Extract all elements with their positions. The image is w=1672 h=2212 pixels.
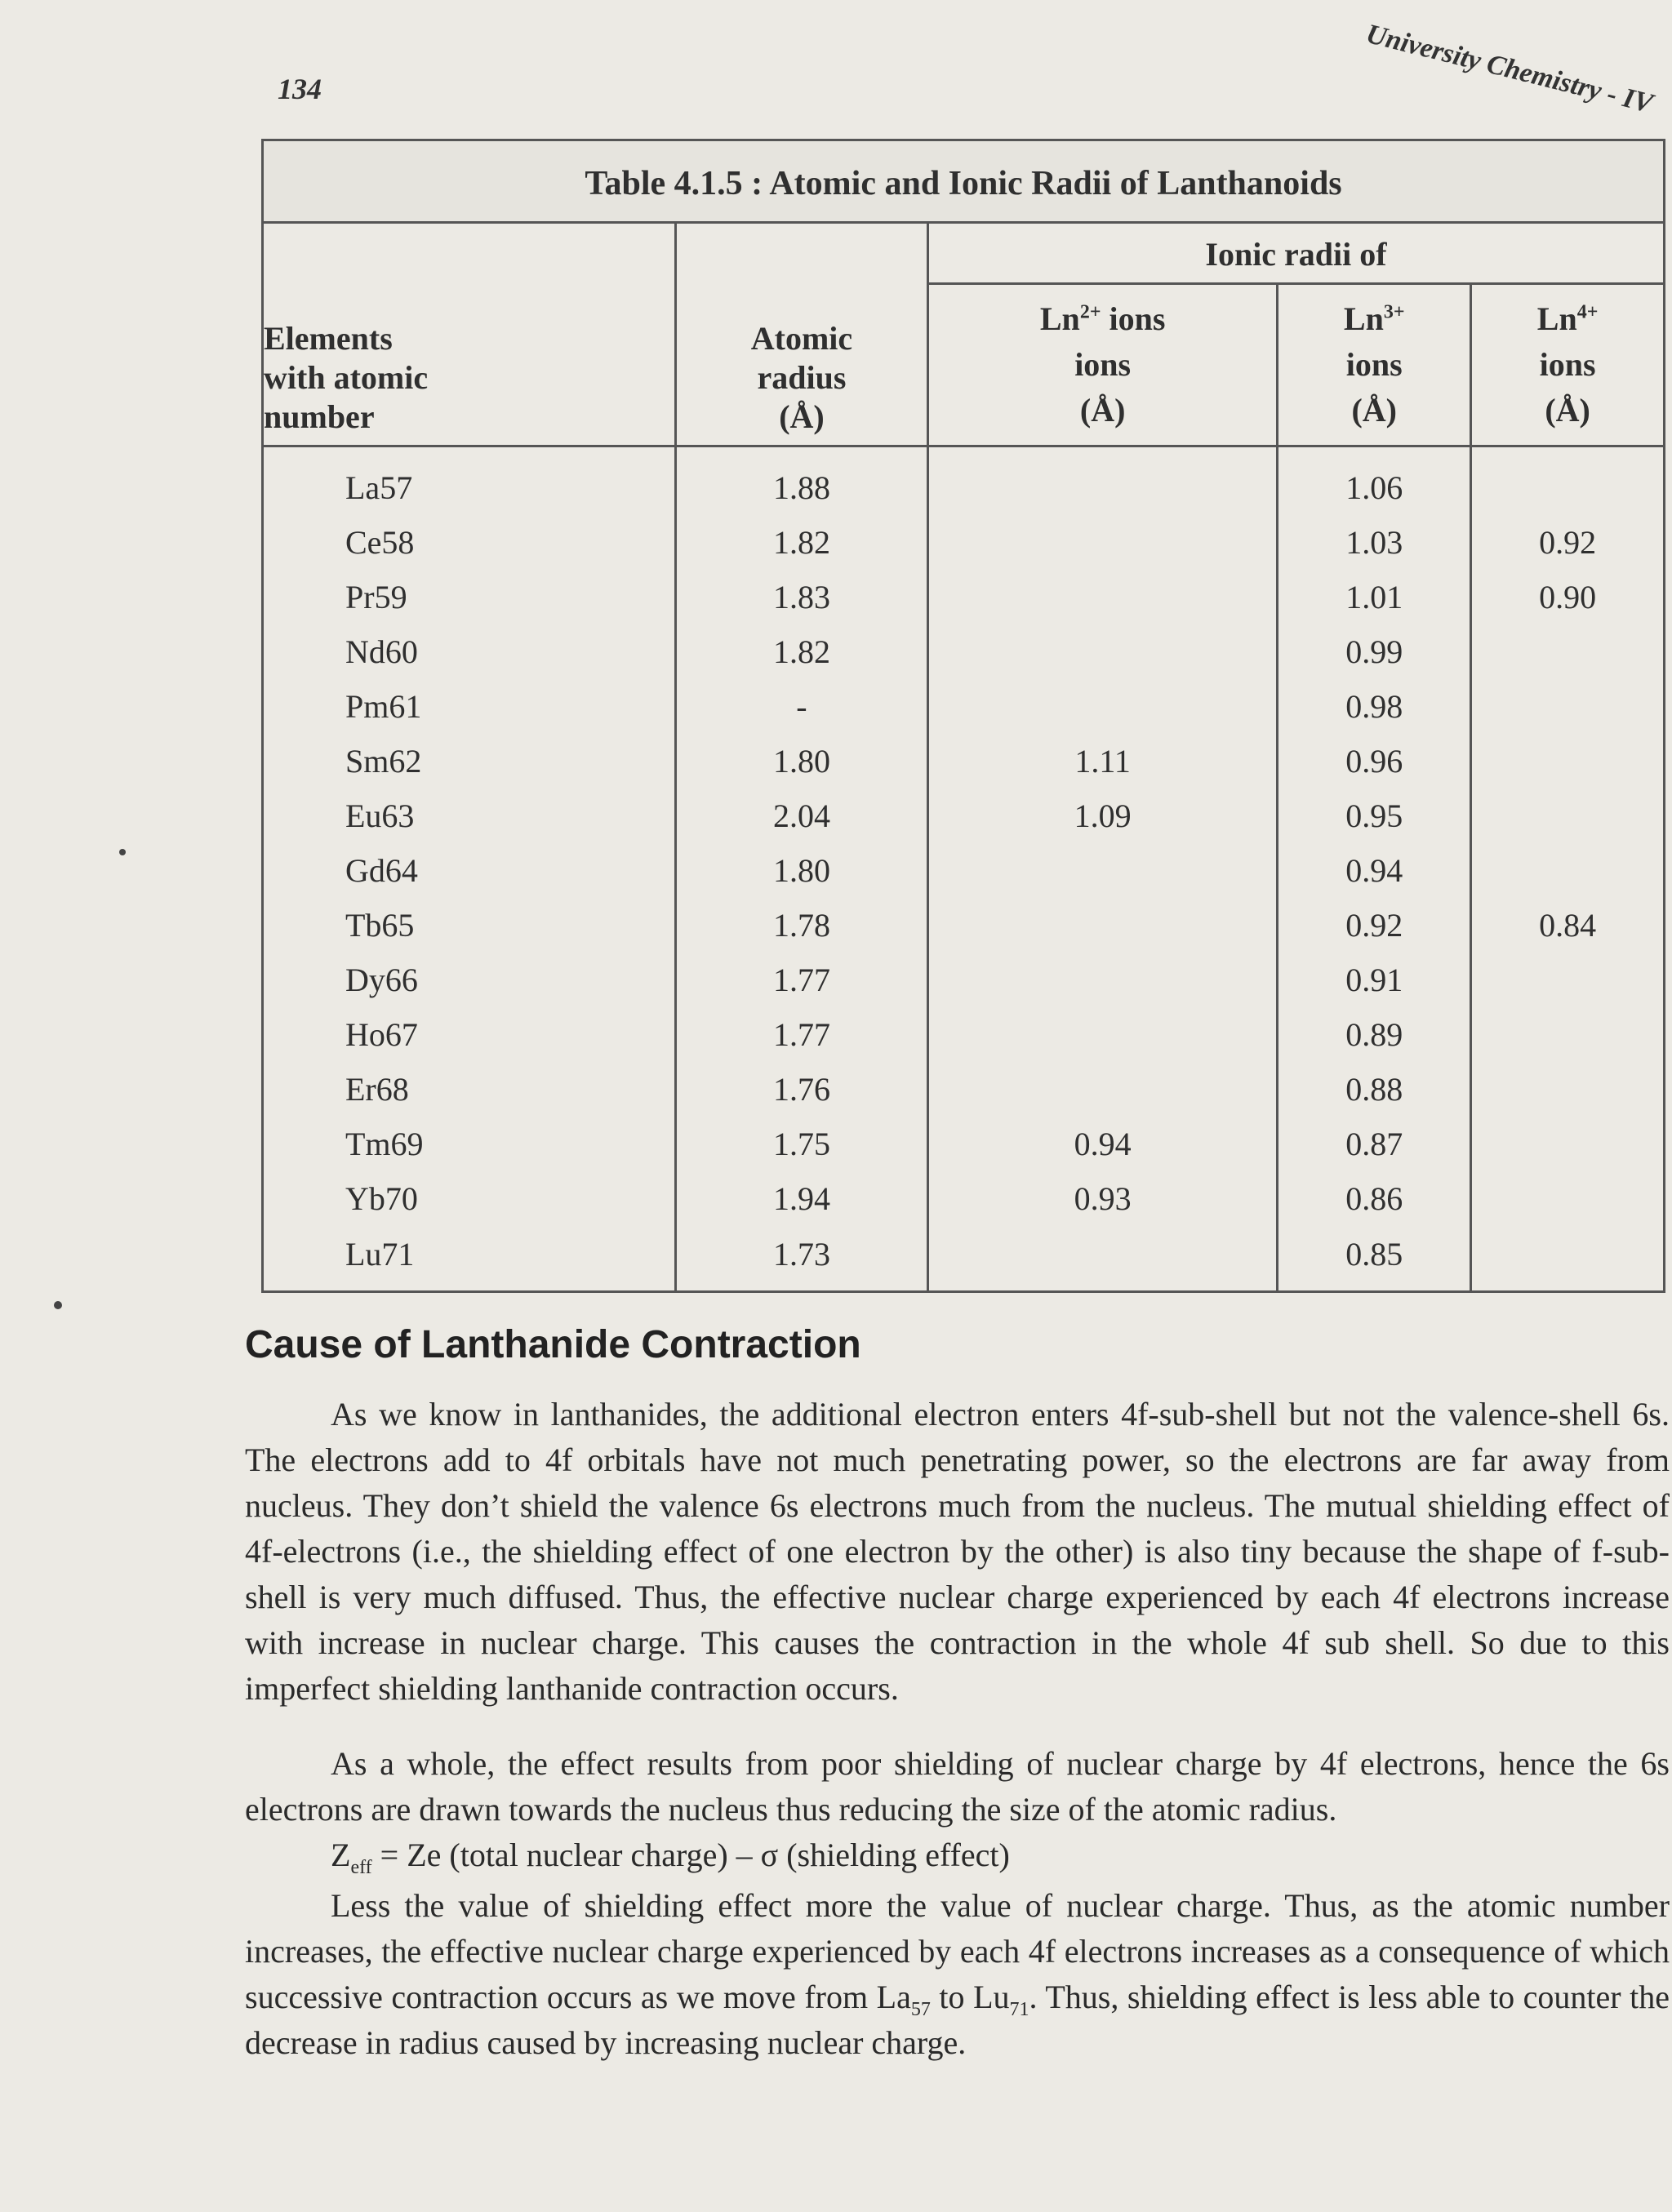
cell-element: Ce58 xyxy=(263,515,676,570)
cell-ln2-radius xyxy=(928,843,1278,898)
cell-ln2-radius xyxy=(928,1062,1278,1117)
cell-element: Ho67 xyxy=(263,1007,676,1062)
cell-ln2-radius xyxy=(928,953,1278,1007)
table-row xyxy=(263,679,1665,734)
cell-atomic-radius: 2.04 xyxy=(675,788,927,843)
cell-element: Pm61 xyxy=(263,679,676,734)
effective-charge-formula: $Z_{eff} = Ze$ (total nuclear charge) – σ (shielding effect) xyxy=(331,1837,1010,1878)
cell-ln4-radius xyxy=(1471,1171,1665,1226)
paragraph: As we know in lanthanides, the additional electron enters 4f-sub-shell but not the valence-shell 6s. The electrons add to 4f orbitals have not much penetrating power, so the electrons are far away from nucleus. They don’t shield the valence 6s electrons much from the nucleus. The mutual shielding effect of 4f-electrons (i.e., the shielding effect of one electron by the other) is also tiny because the shape of f-sub-shell is very much diffused. Thus, the effective nuclear charge experienced by each 4f electrons increase with increase in nuclear charge. This causes the contraction in the whole 4f sub shell. So due to this imperfect shielding lanthanide contraction occurs. xyxy=(245,1396,1670,1707)
table-row xyxy=(263,898,1665,953)
cell-element: Er68 xyxy=(263,1062,676,1117)
cell-atomic-radius: 1.73 xyxy=(675,1226,927,1291)
col-header-ln4: $Ln^{4+}$ ions (Å) xyxy=(1471,284,1665,446)
cell-ln4-radius xyxy=(1471,843,1665,898)
cell-ln2-radius xyxy=(928,1226,1278,1291)
cell-ln3-radius: 0.89 xyxy=(1278,1007,1471,1062)
cell-ln4-radius xyxy=(1471,1117,1665,1171)
cell-ln2-radius: 0.94 xyxy=(928,1117,1278,1171)
lanthanoid-radii-table xyxy=(261,139,1665,1293)
table-row xyxy=(263,843,1665,898)
cell-ln3-radius: 0.85 xyxy=(1278,1226,1471,1291)
cell-element: Nd60 xyxy=(263,624,676,679)
table-row xyxy=(263,1117,1665,1171)
cell-element: Eu63 xyxy=(263,788,676,843)
paragraph: Less the value of shielding effect more the value of nuclear charge. Thus, as the atomic number increases, the effective nuclear charge experienced by each 4f electrons increases as a consequence of which successive contraction occurs as we move from $La_{57}$ to $Lu_{71}$. Thus, shielding effect is less able to counter the decrease in radius caused by increasing nuclear charge. xyxy=(245,1887,1670,2061)
running-head: University Chemistry - IV xyxy=(1363,18,1656,119)
cell-atomic-radius: 1.82 xyxy=(675,624,927,679)
cell-atomic-radius: 1.83 xyxy=(675,570,927,624)
cell-ln4-radius: 0.84 xyxy=(1471,898,1665,953)
table-row xyxy=(263,788,1665,843)
cell-ln4-radius xyxy=(1471,1007,1665,1062)
cell-ln3-radius: 1.06 xyxy=(1278,446,1471,516)
cell-element: La57 xyxy=(263,446,676,516)
cell-ln2-radius xyxy=(928,515,1278,570)
section-heading: Cause of Lanthanide Contraction xyxy=(245,1323,861,1366)
table-row xyxy=(263,1226,1665,1291)
table-row xyxy=(263,1062,1665,1117)
cell-atomic-radius: 1.76 xyxy=(675,1062,927,1117)
cell-ln2-radius xyxy=(928,1007,1278,1062)
table-row xyxy=(263,624,1665,679)
cell-atomic-radius: 1.80 xyxy=(675,734,927,788)
cell-atomic-radius: 1.82 xyxy=(675,515,927,570)
cell-ln3-radius: 0.96 xyxy=(1278,734,1471,788)
cell-ln2-radius: 1.09 xyxy=(928,788,1278,843)
cell-ln4-radius xyxy=(1471,1062,1665,1117)
cell-ln3-radius: 0.86 xyxy=(1278,1171,1471,1226)
cell-atomic-radius: 1.80 xyxy=(675,843,927,898)
section-lanthanide-contraction xyxy=(245,1322,1670,2095)
cell-ln3-radius: 0.94 xyxy=(1278,843,1471,898)
table-body xyxy=(263,446,1665,1292)
table-row xyxy=(263,1171,1665,1226)
cell-ln4-radius xyxy=(1471,734,1665,788)
col-header-elements: Elements with atomic number xyxy=(263,223,676,446)
cell-atomic-radius: 1.94 xyxy=(675,1171,927,1226)
cell-ln4-radius xyxy=(1471,953,1665,1007)
cell-ln3-radius: 0.88 xyxy=(1278,1062,1471,1117)
cell-atomic-radius: 1.75 xyxy=(675,1117,927,1171)
cell-ln4-radius: 0.92 xyxy=(1471,515,1665,570)
cell-ln3-radius: 0.95 xyxy=(1278,788,1471,843)
page-number: 134 xyxy=(278,73,322,105)
cell-ln3-radius: 1.01 xyxy=(1278,570,1471,624)
cell-ln2-radius xyxy=(928,679,1278,734)
cell-ln2-radius xyxy=(928,570,1278,624)
margin-mark xyxy=(119,849,126,855)
cell-element: Tb65 xyxy=(263,898,676,953)
cell-ln2-radius xyxy=(928,898,1278,953)
cell-atomic-radius: 1.88 xyxy=(675,446,927,516)
cell-element: Tm69 xyxy=(263,1117,676,1171)
table-row xyxy=(263,515,1665,570)
col-header-atomic-radius: Atomic radius (Å) xyxy=(675,223,927,446)
cell-ln2-radius xyxy=(928,446,1278,516)
cell-element: Sm62 xyxy=(263,734,676,788)
cell-element: Lu71 xyxy=(263,1226,676,1291)
cell-element: Yb70 xyxy=(263,1171,676,1226)
cell-element: Gd64 xyxy=(263,843,676,898)
margin-mark xyxy=(54,1301,62,1309)
table-caption: Table 4.1.5 : Atomic and Ionic Radii of Lanthanoids xyxy=(261,139,1665,221)
cell-ln4-radius xyxy=(1471,446,1665,516)
cell-atomic-radius: - xyxy=(675,679,927,734)
cell-ln4-radius xyxy=(1471,788,1665,843)
lanthanoid-radii-table-wrap xyxy=(261,139,1665,1293)
cell-ln3-radius: 0.98 xyxy=(1278,679,1471,734)
table-row xyxy=(263,953,1665,1007)
table-row xyxy=(263,446,1665,516)
col-header-ln3: $Ln^{3+}$ ions (Å) xyxy=(1278,284,1471,446)
cell-element: Dy66 xyxy=(263,953,676,1007)
cell-atomic-radius: 1.78 xyxy=(675,898,927,953)
cell-atomic-radius: 1.77 xyxy=(675,1007,927,1062)
cell-ln4-radius: 0.90 xyxy=(1471,570,1665,624)
table-row xyxy=(263,570,1665,624)
cell-ln3-radius: 0.87 xyxy=(1278,1117,1471,1171)
table-row xyxy=(263,734,1665,788)
cell-ln2-radius: 0.93 xyxy=(928,1171,1278,1226)
cell-ln3-radius: 1.03 xyxy=(1278,515,1471,570)
cell-ln3-radius: 0.91 xyxy=(1278,953,1471,1007)
cell-ln4-radius xyxy=(1471,1226,1665,1291)
cell-element: Pr59 xyxy=(263,570,676,624)
table-row xyxy=(263,1007,1665,1062)
cell-ln2-radius xyxy=(928,624,1278,679)
cell-ln4-radius xyxy=(1471,679,1665,734)
cell-ln3-radius: 0.99 xyxy=(1278,624,1471,679)
col-header-ln2: $Ln^{2+}$ ions ions (Å) xyxy=(928,284,1278,446)
cell-ln4-radius xyxy=(1471,624,1665,679)
cell-ln3-radius: 0.92 xyxy=(1278,898,1471,953)
col-group-header-ionic-radii: Ionic radii of xyxy=(928,223,1665,284)
paragraph: As a whole, the effect results from poor shielding of nuclear charge by 4f electrons, hence the 6s electrons are drawn towards the nucleus thus reducing the size of the atomic radius. xyxy=(245,1745,1670,1828)
cell-ln2-radius: 1.11 xyxy=(928,734,1278,788)
cell-atomic-radius: 1.77 xyxy=(675,953,927,1007)
